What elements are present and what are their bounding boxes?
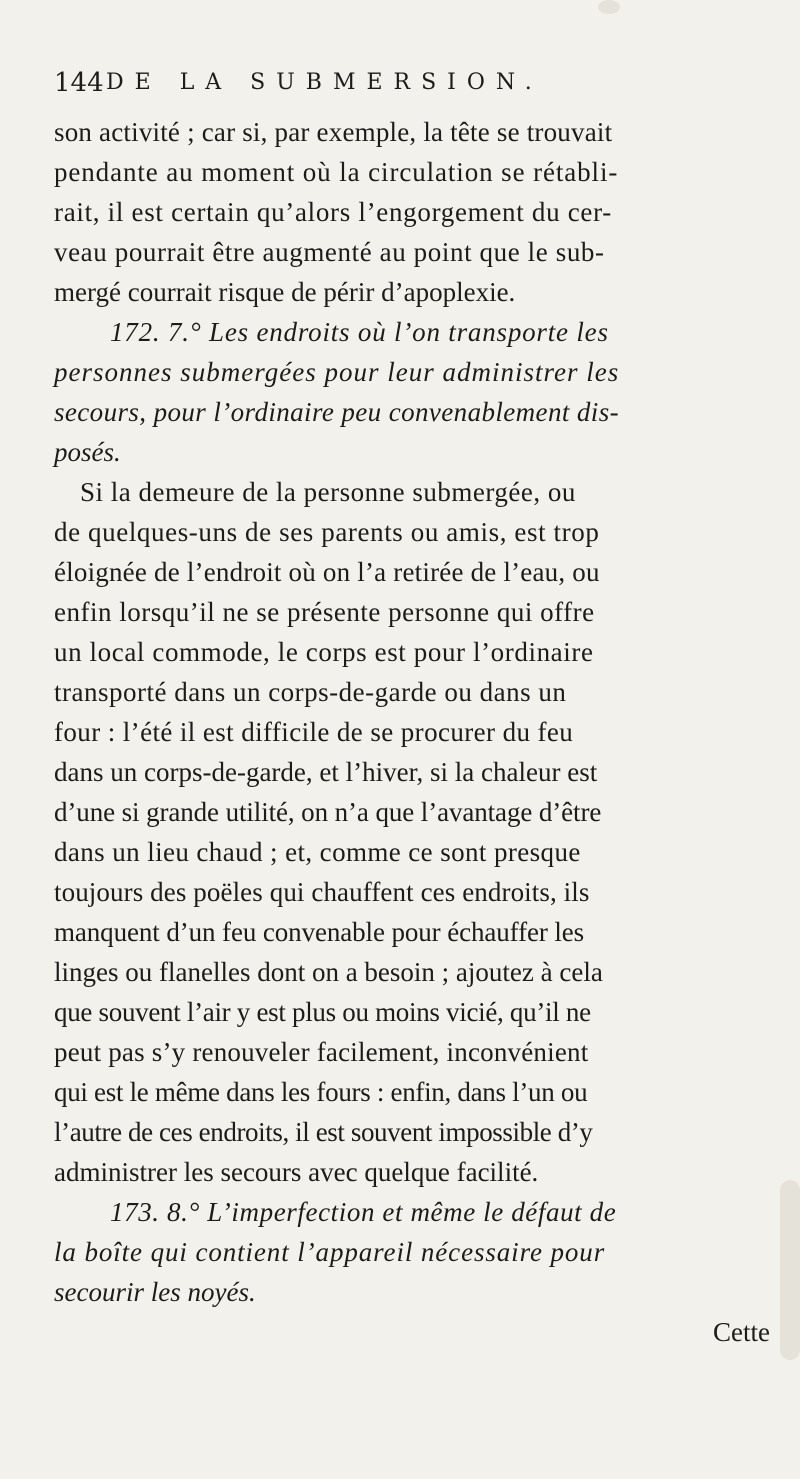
text-line: pendante au moment où la circulation se rétabli- xyxy=(54,157,619,187)
section-heading-line: 173. 8.° L’imperfection et même le défaut de xyxy=(110,1197,617,1227)
text-line: enfin lorsqu’il ne se présente personne qui offre xyxy=(54,597,595,627)
text-line: l’autre de ces endroits, il est souvent impossible d’y xyxy=(54,1117,593,1147)
text-line: toujours des poëles qui chauffent ces endroits, ils xyxy=(54,877,590,907)
text-line: qui est le même dans les fours : enfin, dans l’un ou xyxy=(54,1077,588,1107)
running-title: DE LA SUBMERSION. xyxy=(106,70,543,95)
text-line: administrer les secours avec quelque facilité. xyxy=(54,1157,539,1187)
text-line: rait, il est certain qu’alors l’engorgement du cer- xyxy=(54,197,612,227)
text-line: d’une si grande utilité, on n’a que l’avantage d’être xyxy=(54,797,602,827)
text-line: dans un lieu chaud ; et, comme ce sont presque xyxy=(54,837,581,867)
paper-stain xyxy=(780,1180,800,1360)
catchword: Cette xyxy=(713,1317,770,1347)
text-line: un local commode, le corps est pour l’ordinaire xyxy=(54,637,594,667)
section-heading-line: personnes submergées pour leur administrer les xyxy=(54,357,620,387)
text-line: mergé courrait risque de périr d’apoplexie. xyxy=(54,277,516,307)
section-heading-line: secours, pour l’ordinaire peu convenablement dis- xyxy=(54,397,619,427)
page-number: 144 xyxy=(54,68,104,98)
text-line: veau pourrait être augmenté au point que le sub- xyxy=(54,237,605,267)
text-line: Si la demeure de la personne submergée, ou xyxy=(80,477,576,507)
text-line: linges ou flanelles dont on a besoin ; ajoutez à cela xyxy=(54,957,603,987)
text-line: manquent d’un feu convenable pour échauffer les xyxy=(54,917,585,947)
text-line: que souvent l’air y est plus ou moins vicié, qu’il ne xyxy=(54,997,591,1027)
text-line: son activité ; car si, par exemple, la tête se trouvait xyxy=(54,117,613,147)
paper-stain xyxy=(598,0,620,14)
section-heading-line: secourir les noyés. xyxy=(54,1277,256,1307)
text-line: transporté dans un corps-de-garde ou dans un xyxy=(54,677,567,707)
section-heading-line: la boîte qui contient l’appareil nécessaire pour xyxy=(54,1237,606,1267)
text-line: four : l’été il est difficile de se procurer du feu xyxy=(54,717,574,747)
text-line: de quelques-uns de ses parents ou amis, est trop xyxy=(54,517,600,547)
running-header xyxy=(54,62,754,106)
text-line: éloignée de l’endroit où on l’a retirée de l’eau, ou xyxy=(54,557,600,587)
text-line: dans un corps-de-garde, et l’hiver, si la chaleur est xyxy=(54,757,598,787)
text-line: peut pas s’y renouveler facilement, inconvénient xyxy=(54,1037,589,1067)
section-heading-line: 172. 7.° Les endroits où l’on transporte les xyxy=(110,317,609,347)
section-heading-line: posés. xyxy=(54,437,121,467)
